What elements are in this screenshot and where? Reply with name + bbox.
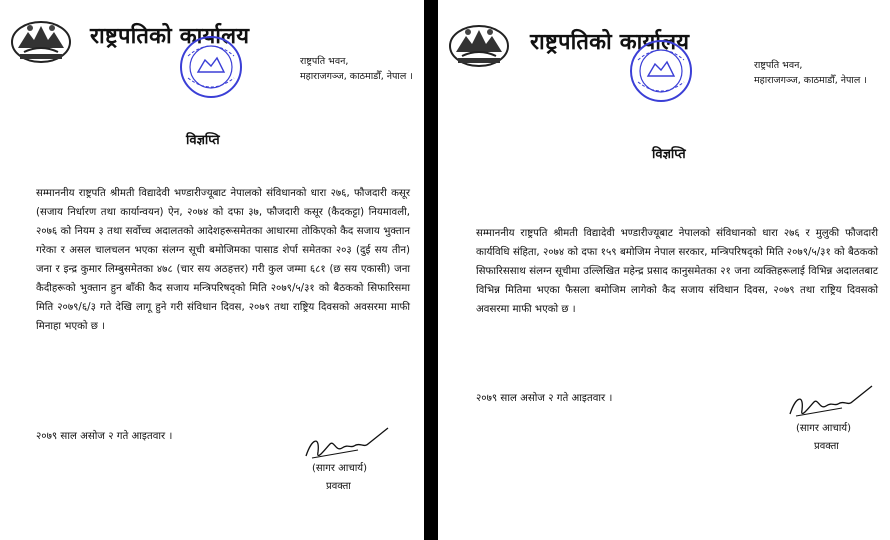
office-title: राष्ट्रपतिको कार्यालय bbox=[90, 24, 250, 49]
body-paragraph: सम्माननीय राष्ट्रपति श्रीमती विद्यादेवी भण्डारीज्यूबाट नेपालको संविधानको धारा २७६ र मुलुकी फौजदारी कार्यविधि संहिता, २०७४ को दफा १५९ बमोजिम नेपाल सरकार, मन्त्रिपरिषद्को मिति २०७९/५/३१ को बैठकको सिफारिससाथ संलग्न सूचीमा उल्लिखित महेन्द्र प्रसाद कानुसमेतका २१ जना व्यक्तिहरूलाई विभिन्न अदालतबाट विभिन्न मितिमा भएका फैसला बमोजिम लागेको कैद सजाय संविधान दिवस, २०७९ तथा राष्ट्रिय दिवसको अवसरमा माफी भएको छ । bbox=[476, 228, 878, 315]
date-line: २०७९ साल असोज २ गते आइतवार । bbox=[36, 431, 173, 442]
body-paragraph: सम्माननीय राष्ट्रपति श्रीमती विद्यादेवी भण्डारीज्यूबाट नेपालको संविधानको धारा २७६, फौजदारी कसूर (सजाय निर्धारण तथा कार्यान्वयन) ऐन, २०७४ को दफा ३७, फौजदारी कसूर (कैदकट्टा) नियमावली, २०७६ को नियम ३ तथा सर्वोच्च अदालतको आदेशहरूसमेतका आधारमा तोकिएको कैद सजाय भुक्तान गरेका र असल चालचलन भएका संलग्न सूची बमोजिमका पासाड शेर्पा समेतका २०३ (दुई सय तीन) जना र इन्द्र कुमार लिम्बुसमेतका ४७८ (चार सय अठहत्तर) गरी कुल जम्मा ६८१ (छ सय एकासी) जना कैदीहरूको भुक्तान हुन बाँकी कैद सजाय मन्त्रिपरिषद्को मिति २०७९/५/३१ को बैठकको सिफारिसमा मिति २०७९/६/३ गते देखि लागू हुने गरी संविधान दिवस, २०७९ तथा राष्ट्रिय दिवसको अवसरमा माफी मिनाहा भएको छ । bbox=[36, 188, 410, 332]
address-line-1: राष्ट्रपति भवन, bbox=[300, 56, 349, 67]
address-line-2: महाराजगञ्ज, काठमाडौँ, नेपाल । bbox=[754, 75, 867, 86]
office-seal-icon bbox=[176, 32, 246, 102]
nepal-emblem-icon bbox=[448, 20, 510, 68]
address-line-1: राष्ट्रपति भवन, bbox=[754, 60, 803, 71]
page-divider bbox=[424, 0, 438, 540]
signatory-name: (सागर आचार्य) bbox=[312, 463, 368, 474]
office-title: राष्ट्रपतिको कार्यालय bbox=[530, 30, 690, 55]
nepal-emblem-icon bbox=[10, 16, 72, 64]
heading: विज्ञप्ति bbox=[652, 147, 686, 162]
date-line: २०७९ साल असोज २ गते आइतवार । bbox=[476, 393, 613, 404]
address-line-2: महाराजगञ्ज, काठमाडौँ, नेपाल । bbox=[300, 71, 413, 82]
office-seal-icon bbox=[626, 36, 696, 106]
signatory-role: प्रवक्ता bbox=[814, 441, 839, 452]
press-release-right bbox=[438, 0, 890, 540]
press-release-left bbox=[0, 0, 424, 540]
heading: विज्ञप्ति bbox=[186, 133, 220, 148]
signatory-role: प्रवक्ता bbox=[326, 481, 351, 492]
signatory-name: (सागर आचार्य) bbox=[796, 423, 852, 434]
